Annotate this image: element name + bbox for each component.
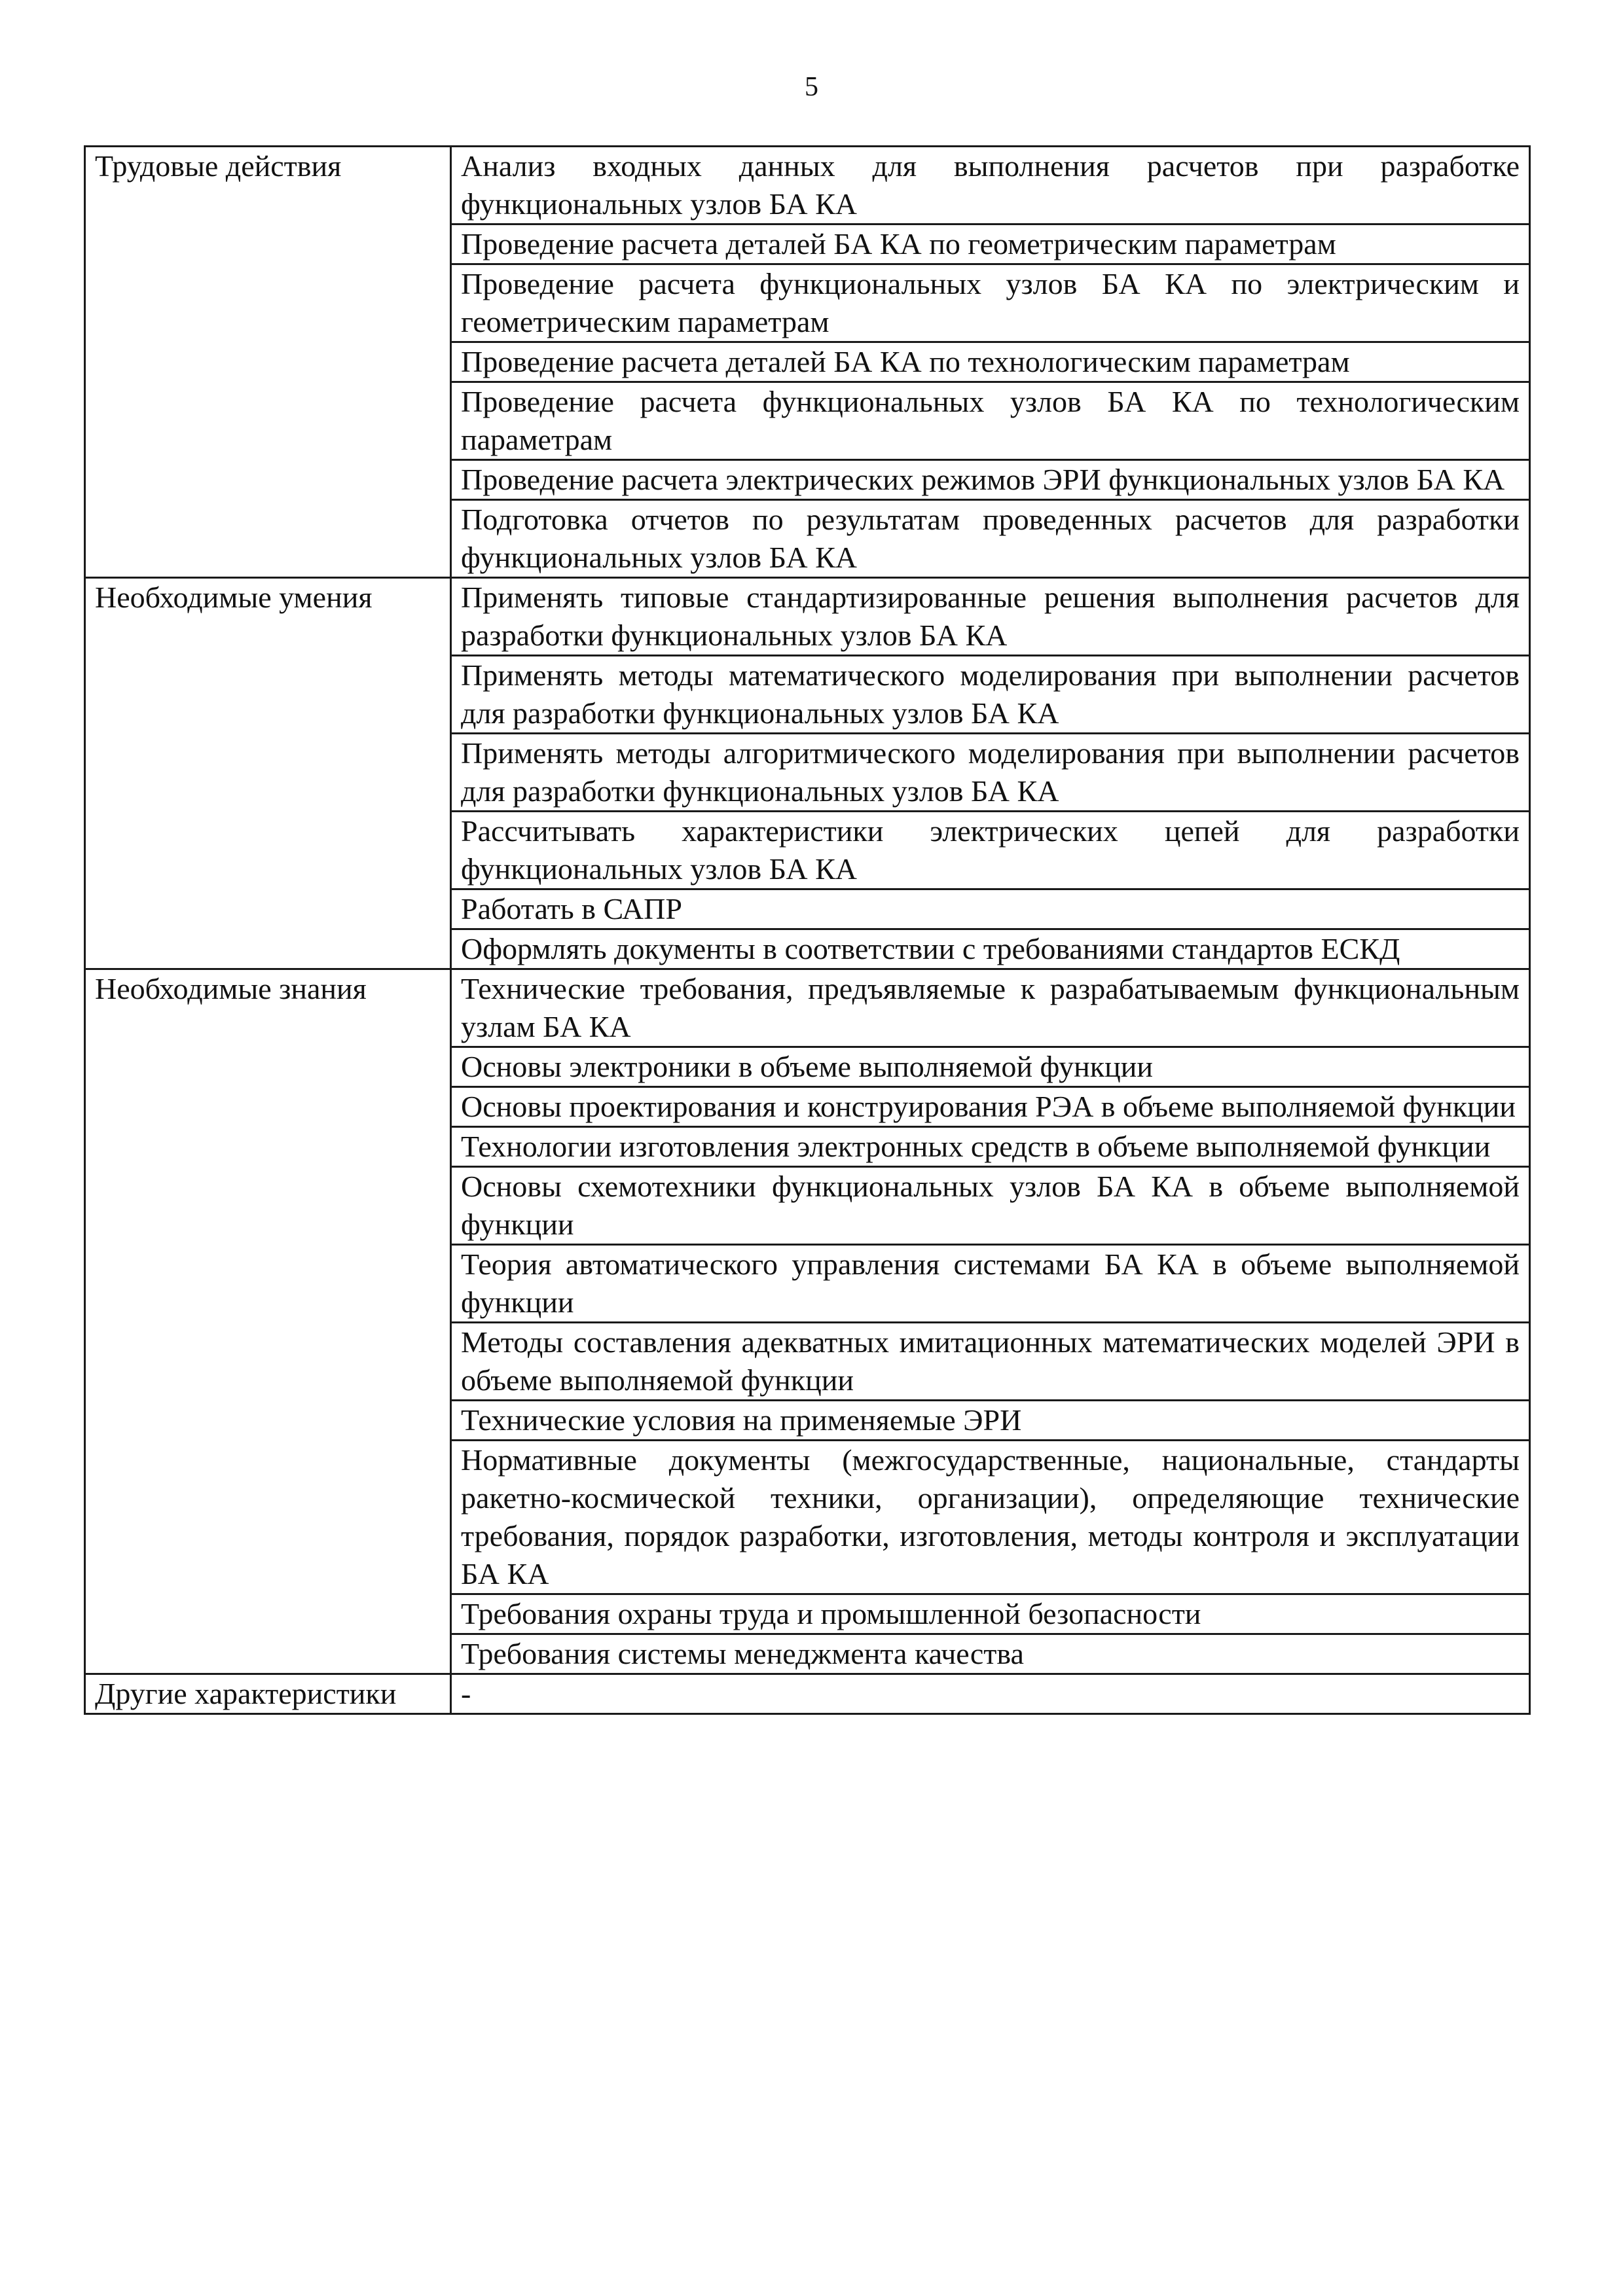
table-cell: Проведение расчета электрических режимов ЭРИ функциональных узлов БА КА	[451, 460, 1530, 500]
table-cell: Технические требования, предъявляемые к разрабатываемым функциональным узлам БА КА	[451, 969, 1530, 1047]
table-cell: Нормативные документы (межгосударственные, национальные, стандарты ракетно-космической техники, организации), определяющие технические требования, порядок разработки, изготовления, методы контроля и эксплуатации БА КА	[451, 1441, 1530, 1594]
table-cell: Основы проектирования и конструирования РЭА в объеме выполняемой функции	[451, 1087, 1530, 1127]
table-row	[85, 1674, 1530, 1714]
table-cell: Основы электроники в объеме выполняемой функции	[451, 1047, 1530, 1087]
table-cell: Применять типовые стандартизированные решения выполнения расчетов для разработки функциональных узлов БА КА	[451, 578, 1530, 656]
table-cell: Требования системы менеджмента качества	[451, 1634, 1530, 1674]
table-cell: Оформлять документы в соответствии с требованиями стандартов ЕСКД	[451, 929, 1530, 969]
table-cell: Работать в САПР	[451, 889, 1530, 929]
table-cell: Проведение расчета функциональных узлов БА КА по технологическим параметрам	[451, 382, 1530, 460]
table-row	[85, 147, 1530, 224]
table-cell: -	[451, 1674, 1530, 1714]
page-number: 5	[805, 72, 818, 102]
table-cell: Теория автоматического управления системами БА КА в объеме выполняемой функции	[451, 1245, 1530, 1323]
table-cell: Применять методы математического моделирования при выполнении расчетов для разработки функциональных узлов БА КА	[451, 656, 1530, 734]
characteristics-table	[84, 145, 1531, 1715]
table-cell: Технологии изготовления электронных средств в объеме выполняемой функции	[451, 1127, 1530, 1167]
table-row	[85, 969, 1530, 1047]
section-label-other-characteristics: Другие характеристики	[85, 1674, 451, 1714]
table-cell: Методы составления адекватных имитационных математических моделей ЭРИ в объеме выполняемой функции	[451, 1323, 1530, 1401]
table-cell: Анализ входных данных для выполнения расчетов при разработке функциональных узлов БА КА	[451, 147, 1530, 224]
section-label-labor-actions: Трудовые действия	[85, 147, 451, 578]
table-cell: Проведение расчета деталей БА КА по геометрическим параметрам	[451, 224, 1530, 264]
section-label-required-knowledge: Необходимые знания	[85, 969, 451, 1674]
table-cell: Проведение расчета функциональных узлов БА КА по электрическим и геометрическим параметрам	[451, 264, 1530, 342]
table-cell: Технические условия на применяемые ЭРИ	[451, 1401, 1530, 1441]
table-cell: Применять методы алгоритмического моделирования при выполнении расчетов для разработки функциональных узлов БА КА	[451, 734, 1530, 812]
table-cell: Подготовка отчетов по результатам проведенных расчетов для разработки функциональных узлов БА КА	[451, 500, 1530, 578]
table-cell: Основы схемотехники функциональных узлов БА КА в объеме выполняемой функции	[451, 1167, 1530, 1245]
table-row	[85, 578, 1530, 656]
table-cell: Требования охраны труда и промышленной безопасности	[451, 1594, 1530, 1634]
table-cell: Проведение расчета деталей БА КА по технологическим параметрам	[451, 342, 1530, 382]
section-label-required-skills: Необходимые умения	[85, 578, 451, 969]
table-cell: Рассчитывать характеристики электрических цепей для разработки функциональных узлов БА КА	[451, 812, 1530, 889]
